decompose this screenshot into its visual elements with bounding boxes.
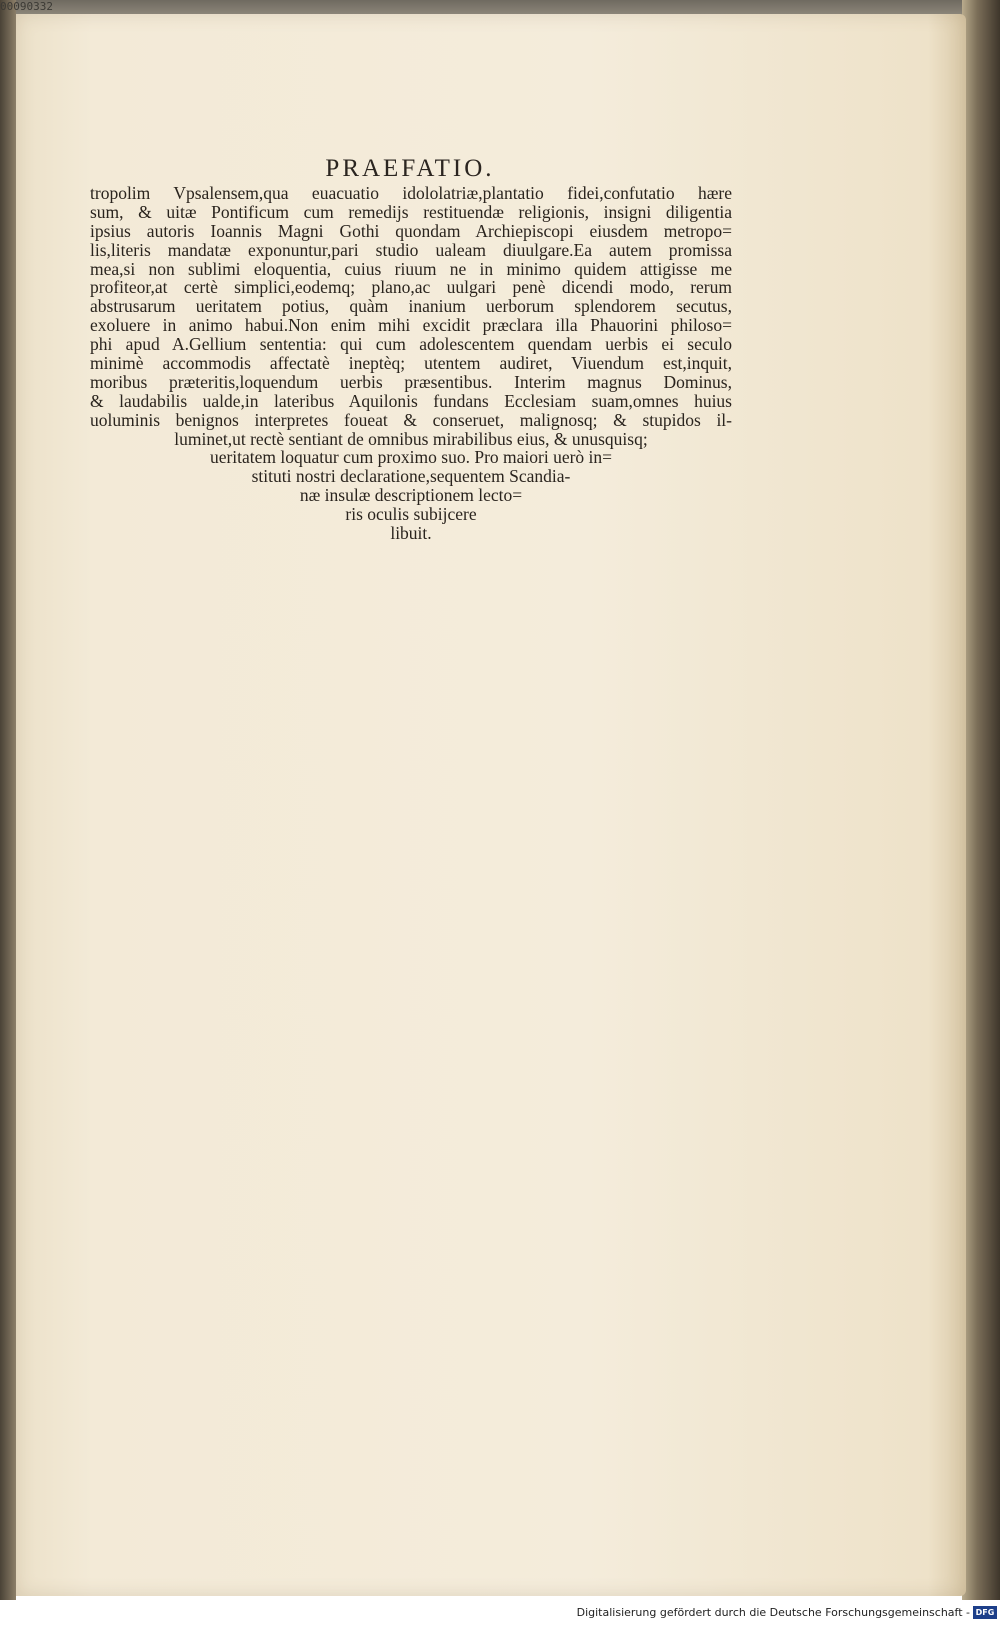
text-line: profiteor,at certè simplici,eodemq; plano,ac uulgari penè dicendi modo, rerum: [90, 277, 732, 298]
text-line: sum, & uitæ Pontificum cum remedijs restituendæ religionis, insigni diligentia: [90, 201, 732, 222]
preface-text: [90, 184, 732, 543]
text-line: abstrusarum ueritatem potius, quàm inanium uerborum splendorem secutus,: [90, 296, 732, 317]
page-heading: PRAEFATIO.: [325, 155, 495, 182]
text-line: phi apud A.Gellium sententia: qui cum adolescentem quendam uerbis ei seculo: [90, 334, 732, 355]
text-line: & laudabilis ualde,in lateribus Aquilonis fundans Ecclesiam suam,omnes huius: [90, 390, 732, 411]
text-line: ueritatem loquatur cum proximo suo. Pro maiori uerò in=: [209, 447, 613, 468]
text-line: minimè accommodis affectatè ineptèq; utentem audiret, Viuendum est,inquit,: [90, 353, 732, 374]
text-line: ipsius autoris Ioannis Magni Gothi quondam Archiepiscopi eiusdem metropo=: [90, 220, 732, 241]
text-line: luminet,ut rectè sentiant de omnibus mirabilibus eius, & unusquisq;: [174, 428, 648, 449]
scan-page-label: 00090332: [0, 0, 53, 13]
text-line: ris oculis subijcere: [345, 504, 477, 525]
text-line: tropolim Vpsalensem,qua euacuatio idololatriæ,plantatio fidei,confutatio hære: [90, 183, 732, 203]
text-line: uoluminis benignos interpretes foueat & conseruet, malignosq; & stupidos il-: [90, 409, 732, 430]
text-line: stituti nostri declaratione,sequentem Scandia-: [251, 466, 571, 487]
text-line: moribus præteritis,loquendum uerbis præsentibus. Interim magnus Dominus,: [90, 371, 732, 392]
book-left-edge: [0, 0, 16, 1600]
dfg-logo: DFG: [973, 1606, 997, 1619]
text-line: næ insulæ descriptionem lecto=: [299, 485, 523, 506]
book-page-stack-edge: [962, 0, 1000, 1600]
footer-credit: Digitalisierung gefördert durch die Deutsche Forschungsgemeinschaft -: [576, 1606, 970, 1619]
text-line: libuit.: [390, 523, 432, 544]
text-line: mea,si non sublimi eloquentia, cuius riuum ne in minimo quidem attigisse me: [90, 258, 732, 279]
text-line: exoluere in animo habui.Non enim mihi excidit præclara illa Phauorini philoso=: [90, 315, 732, 336]
text-line: lis,literis mandatæ exponuntur,pari studio ualeam diuulgare.Ea autem promissa: [90, 239, 732, 260]
